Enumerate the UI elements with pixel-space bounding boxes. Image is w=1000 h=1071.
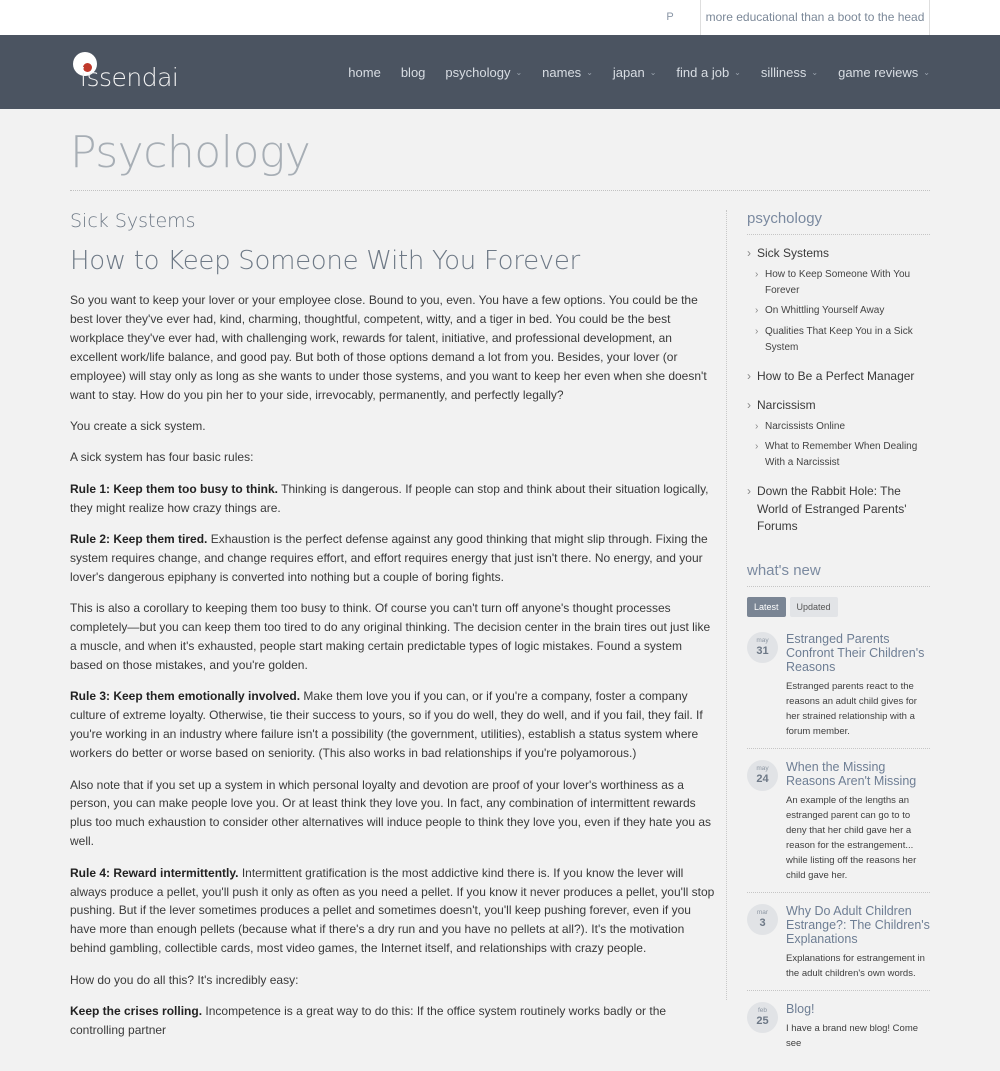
paragraph-sick-system: You create a sick system. xyxy=(70,418,206,433)
chevron-down-icon: ⌄ xyxy=(586,67,593,77)
date-month: mar xyxy=(756,908,769,916)
rule-3-label: Rule 3: Keep them emotionally involved. xyxy=(70,689,301,704)
news-title-link[interactable]: Blog! xyxy=(786,1001,815,1016)
chevron-down-icon: ⌄ xyxy=(734,67,741,77)
date-day: 24 xyxy=(756,772,769,785)
logo-text: issendai xyxy=(80,63,179,92)
crises-text: Incompetence is a great way to do this: If the office system routinely works badly or the controlling partner xyxy=(70,1004,667,1037)
nav-item-home[interactable] xyxy=(348,65,381,80)
news-item xyxy=(747,760,930,893)
tab-latest[interactable]: Latest xyxy=(747,597,786,617)
series-title[interactable]: Sick Systems xyxy=(70,210,196,232)
rule-4-label: Rule 4: Reward intermittently. xyxy=(70,865,239,880)
nav-item-label: game reviews xyxy=(838,64,919,80)
nav-item-label: blog xyxy=(400,64,426,80)
paragraph-crises xyxy=(70,1002,715,1040)
date-day: 25 xyxy=(756,1014,769,1027)
sidebar-item[interactable]: › Narcissists Online xyxy=(747,419,930,435)
whats-new-heading: what's new xyxy=(747,562,930,587)
sidebar-item[interactable]: › Down the Rabbit Hole: The World of Estranged Parents' Forums xyxy=(747,483,930,536)
paragraph-rule-2 xyxy=(70,530,715,587)
date-badge xyxy=(747,760,778,791)
nav-item-names[interactable] xyxy=(542,65,593,80)
paragraph-how: How do you do all this? It's incredibly easy: xyxy=(70,972,299,987)
main-nav xyxy=(328,35,930,109)
news-description: I have a brand new blog! Come see xyxy=(786,1022,919,1049)
date-day: 31 xyxy=(756,644,769,657)
news-title-link[interactable]: When the Missing Reasons Aren't Missing xyxy=(786,759,917,788)
title-divider xyxy=(70,190,930,191)
chevron-down-icon: ⌄ xyxy=(649,67,657,77)
date-month: feb xyxy=(757,1006,768,1014)
news-title-link[interactable]: Estranged Parents Confront Their Children's Reasons xyxy=(786,631,925,674)
date-month: may xyxy=(756,764,769,772)
news-description: Explanations for estrangement in the adult children's own words. xyxy=(786,952,925,979)
paragraph-intro: So you want to keep your lover or your employee close. Bound to you, even. You have a few options. You could be the best lover they've ever had, kind, charming, thoughtful, competent, witty, and a tiger in bed. You could be the best workplace they've ever had, with challenging work, rewards for talent, initiative, and professional development, an excellent work/life balance, and good pay. But both of those options demand a lot from you. Besides, your lover (or employee) will stay only as long as she wants to under those systems, and you want to keep her even when she doesn't want to stay. How do you pin her to your side, irrevocably, permanently, and perfectly legally? xyxy=(70,293,707,402)
crises-label: Keep the crises rolling. xyxy=(70,1004,203,1019)
news-item xyxy=(747,904,930,991)
page-title: Psychology xyxy=(70,127,311,178)
sidebar-item[interactable]: › How to Keep Someone With You Forever xyxy=(747,267,930,299)
pinterest-icon[interactable]: P xyxy=(666,11,674,23)
date-badge xyxy=(747,904,778,935)
nav-item-label: find a job xyxy=(676,64,730,80)
nav-item-japan[interactable] xyxy=(613,65,657,80)
sidebar-nav-list xyxy=(747,245,930,536)
site-tagline: more educational than a boot to the head xyxy=(700,0,930,35)
chevron-down-icon: ⌄ xyxy=(811,67,819,77)
whats-new-section xyxy=(747,562,930,1060)
sidebar-item[interactable]: › Narcissism xyxy=(747,397,930,415)
paragraph-rule-1 xyxy=(70,480,715,518)
nav-item-blog[interactable] xyxy=(401,65,426,80)
nav-item-psychology[interactable] xyxy=(445,65,522,80)
site-logo[interactable] xyxy=(72,50,202,96)
nav-item-label: psychology xyxy=(445,64,511,80)
column-divider xyxy=(726,210,727,1000)
sidebar-heading[interactable]: psychology xyxy=(747,210,930,235)
paragraph-rule-4 xyxy=(70,864,715,959)
sidebar-item[interactable]: › Qualities That Keep You in a Sick System xyxy=(747,324,930,356)
chevron-down-icon: ⌄ xyxy=(923,67,930,77)
rule-2-text: Exhaustion is the perfect defense against any good thinking that might slip through. Fixing the system requires change, and change requires effort, and effort requires energy that just isn't there. No energy, and your lover's dangerous epiphany is converted into nothing but a couple of boring fights. xyxy=(70,532,708,584)
date-badge xyxy=(747,1002,778,1033)
whats-new-list xyxy=(747,632,930,1060)
sidebar-item[interactable]: › How to Be a Perfect Manager xyxy=(747,368,930,386)
nav-item-label: silliness xyxy=(760,64,807,80)
news-description: An example of the lengths an estranged parent can go to to deny that her child gave her a reason for the estrangement... while listing off the reasons her child gave her. xyxy=(786,794,917,881)
sidebar xyxy=(747,210,930,1071)
sidebar-item[interactable]: › Sick Systems xyxy=(747,245,930,263)
nav-item-label: japan xyxy=(612,64,645,80)
nav-item-silliness[interactable] xyxy=(761,65,818,80)
top-bar xyxy=(0,0,1000,35)
nav-item-game-reviews[interactable] xyxy=(838,65,930,80)
rule-1-label: Rule 1: Keep them too busy to think. xyxy=(70,481,279,496)
paragraph-also-note: Also note that if you set up a system in which personal loyalty and devotion are proof of your lover's worthiness as a person, you can make people love you. Or at least think they love you. In fact, any combination of intermittent rewards plus too much exhaustion to consider other alternatives will induce people to think they love you, even if they hate you as well. xyxy=(70,777,712,849)
date-month: may xyxy=(756,636,769,644)
date-badge xyxy=(747,632,778,663)
rule-1-text: Thinking is dangerous. If people can stop and think about their situation logically, they might realize how crazy things are. xyxy=(70,481,709,515)
rule-2-label: Rule 2: Keep them tired. xyxy=(70,532,208,547)
news-title-link[interactable]: Why Do Adult Children Estrange?: The Children's Explanations xyxy=(786,903,930,946)
news-item xyxy=(747,1002,930,1060)
article xyxy=(70,210,715,1052)
nav-item-label: names xyxy=(542,64,582,80)
paragraph-corollary: This is also a corollary to keeping them too busy to think. Of course you can't turn off anyone's thought processes completely—but you can keep them too tired to do any original thinking. The decision center in the brain tires out just like a muscle, and when it's exhausted, people start making certain predictable types of logic mistakes. Found a system based on those mistakes, and you're golden. xyxy=(70,601,711,672)
paragraph-rule-3 xyxy=(70,687,715,763)
chevron-down-icon: ⌄ xyxy=(515,67,523,77)
sidebar-item[interactable]: › On Whittling Yourself Away xyxy=(747,303,930,319)
news-description: Estranged parents react to the reasons an adult child gives for her strained relationship with a forum member. xyxy=(786,680,917,737)
tab-updated[interactable]: Updated xyxy=(790,597,838,617)
nav-item-label: home xyxy=(348,64,381,80)
rule-4-text: Intermittent gratification is the most addictive kind there is. If you know the lever will always produce a pellet, you'll push it only as often as you need a pellet. If you know it never produces a pellet, you'll stop pushing. But if the lever sometimes produces a pellet and sometimes doesn't, you'll keep pushing forever, even if you have more than enough pellets (because what if there's a dry run and you have no pellets at all?). It's the motivation behind gambling, collectible cards, most video games, the Internet itself, and relationships with crazy people. xyxy=(70,865,715,956)
date-day: 3 xyxy=(759,916,766,929)
site-header xyxy=(0,35,1000,109)
nav-item-find-a-job[interactable] xyxy=(676,65,740,80)
paragraph-four-rules: A sick system has four basic rules: xyxy=(70,450,254,465)
whats-new-tabs xyxy=(747,597,930,617)
article-title: How to Keep Someone With You Forever xyxy=(70,246,580,276)
news-item xyxy=(747,632,930,749)
sidebar-item[interactable]: › What to Remember When Dealing With a Narcissist xyxy=(747,439,930,471)
rule-3-text: Make them love you if you can, or if you're a company, foster a company culture of extreme loyalty. Otherwise, tie their success to yours, so if you do well, they do well, and if you fail, they fail. If you're working in an industry where failure isn't a possibility (the government, utilities), establish a status system where workers do better or worse based on seniority. (This also works in bad relationships if you're polyamorous.) xyxy=(70,689,703,761)
